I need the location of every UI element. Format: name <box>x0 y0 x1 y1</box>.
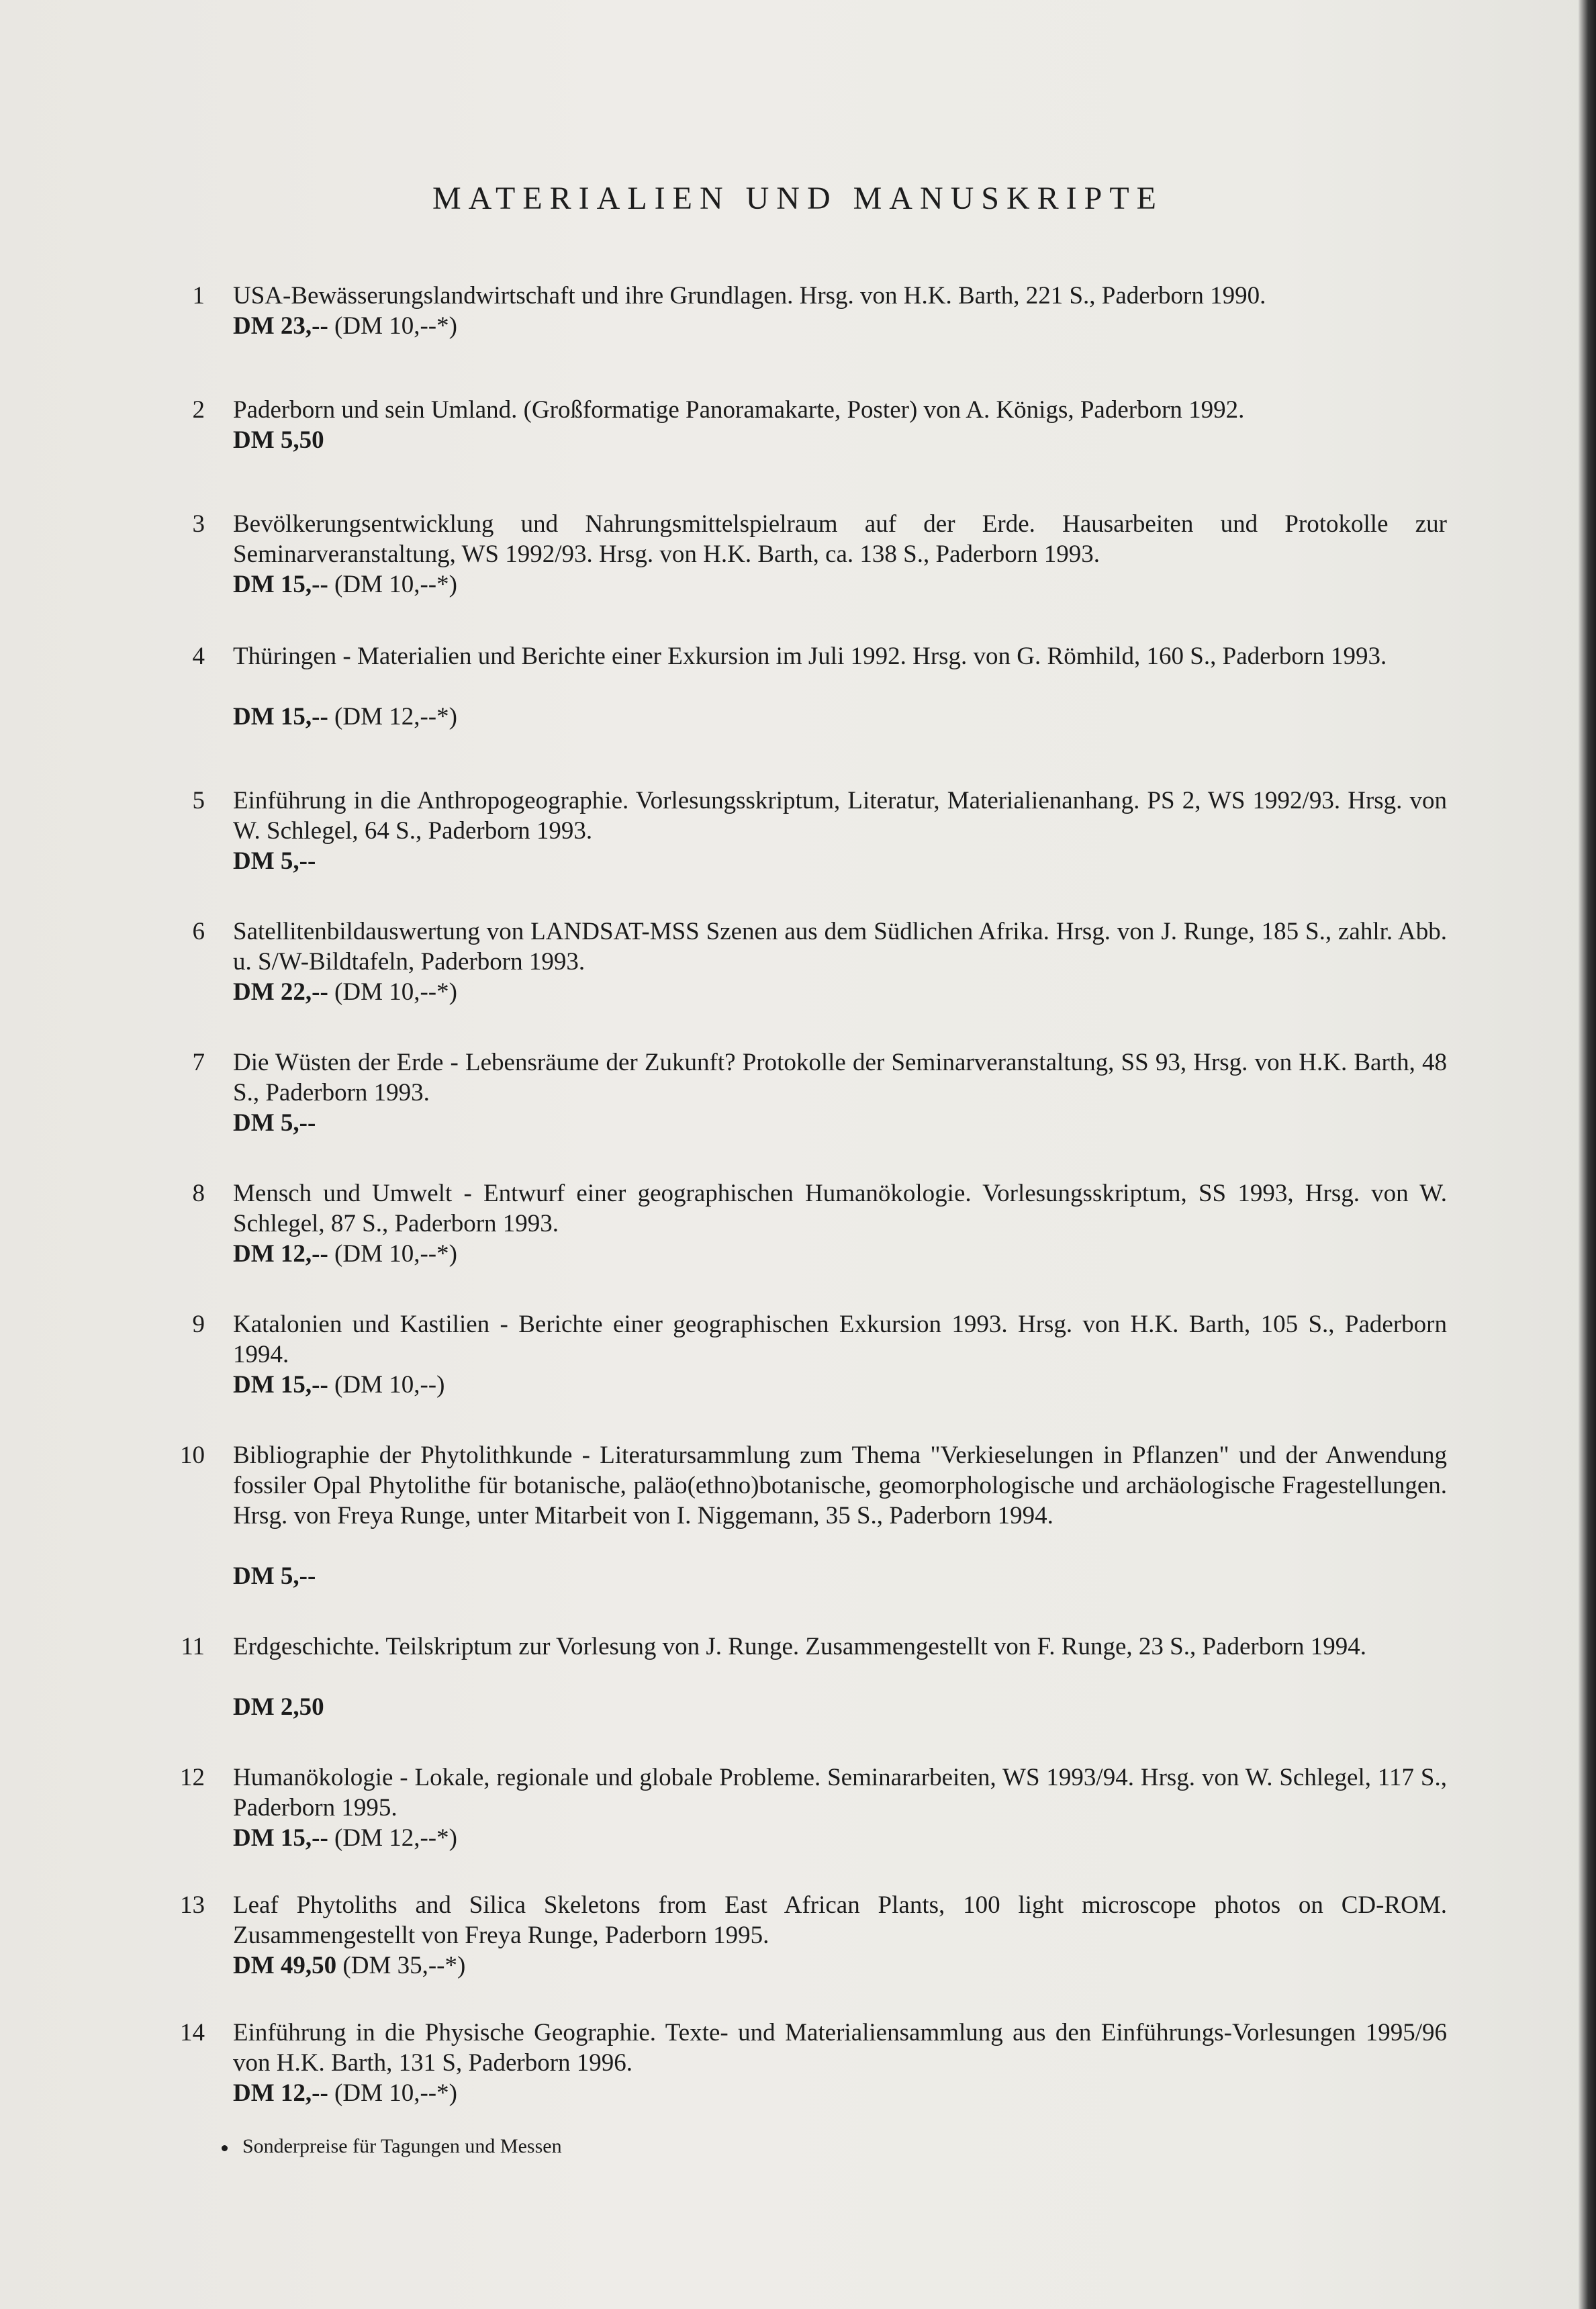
entry-discount: (DM 12,--*) <box>334 1824 457 1852</box>
price-line <box>233 425 324 455</box>
entry-discount: (DM 10,--*) <box>334 1240 457 1268</box>
entry-text: USA-Bewässerungslandwirtschaft und ihre Grundlagen. Hrsg. von H.K. Barth, 221 S., Paderborn 1990. <box>233 282 1266 310</box>
entry-text: Leaf Phytoliths and Silica Skeletons from East African Plants, 100 light microscope photos on CD-ROM. Zusammengestellt von Freya Runge, Paderborn 1995. <box>233 1891 1447 1949</box>
entry-discount: (DM 10,--) <box>334 1371 445 1399</box>
price-line <box>233 2078 457 2108</box>
entry-number: 11 <box>181 1633 205 1660</box>
entry-text: Satellitenbildauswertung von LANDSAT-MSS Szenen aus dem Südlichen Afrika. Hrsg. von J. Runge, 185 S., zahlr. Abb. u. S/W-Bildtafeln, Paderborn 1993. <box>233 918 1447 976</box>
entry-discount: (DM 12,--*) <box>334 703 457 731</box>
price-line <box>233 702 457 732</box>
price-line <box>233 1239 457 1269</box>
entry-discount: (DM 10,--*) <box>334 978 457 1006</box>
entry-number: 6 <box>192 918 205 945</box>
entry-text: Humanökologie - Lokale, regionale und globale Probleme. Seminararbeiten, WS 1993/94. Hrsg. von W. Schlegel, 117 S., Paderborn 1995. <box>233 1764 1447 1822</box>
entry-price: DM 23,-- <box>233 312 328 340</box>
entry-text: Erdgeschichte. Teilskriptum zur Vorlesung von J. Runge. Zusammengestellt von F. Runge, 23 S., Paderborn 1994. <box>233 1633 1367 1660</box>
entry-price: DM 5,-- <box>233 1109 316 1137</box>
entry-price: DM 15,-- <box>233 1824 328 1852</box>
price-line <box>233 1370 444 1400</box>
entry-number: 14 <box>180 2019 205 2046</box>
price-line <box>233 1108 316 1138</box>
entry-number: 8 <box>192 1180 205 1207</box>
entry-text: Bevölkerungsentwicklung und Nahrungsmittelspielraum auf der Erde. Hausarbeiten und Protokolle zur Seminarveranstaltung, WS 1992/93. Hrsg. von H.K. Barth, ca. 138 S., Paderborn 1993. <box>233 510 1447 568</box>
entry-price: DM 5,-- <box>233 1562 316 1590</box>
entry-text: Katalonien und Kastilien - Berichte einer geographischen Exkursion 1993. Hrsg. von H.K. Barth, 105 S., Paderborn 1994. <box>233 1311 1447 1368</box>
entry-number: 7 <box>192 1049 205 1076</box>
price-line <box>233 1950 465 1981</box>
price-line <box>233 977 457 1007</box>
price-line <box>233 311 457 341</box>
entry-price: DM 2,50 <box>233 1693 324 1721</box>
entry-discount: (DM 10,--*) <box>334 312 457 340</box>
entry-number: 12 <box>180 1764 205 1791</box>
price-line <box>233 1692 324 1722</box>
entry-text: Mensch und Umwelt - Entwurf einer geographischen Humanökologie. Vorlesungsskriptum, SS 1993, Hrsg. von W. Schlegel, 87 S., Paderborn 1993. <box>233 1180 1447 1237</box>
entry-text: Bibliographie der Phytolithkunde - Literatursammlung zum Thema "Verkieselungen in Pflanzen" und der Anwendung fossiler Opal Phytolithe für botanische, paläo(ethno)botanische, geomorphologische und archäologische Fragestellungen. Hrsg. von Freya Runge, unter Mitarbeit von I. Niggemann, 35 S., Paderborn 1994. <box>233 1442 1447 1529</box>
entry-price: DM 15,-- <box>233 703 328 731</box>
entry-price: DM 5,50 <box>233 426 324 454</box>
price-line <box>233 569 457 600</box>
entry-number: 4 <box>192 643 205 670</box>
footnote-text: Sonderpreise für Tagungen und Messen <box>242 2135 562 2157</box>
entry-number: 1 <box>192 282 205 310</box>
entry-text: Einführung in die Physische Geographie. Texte- und Materialiensammlung aus den Einführungs-Vorlesungen 1995/96 von H.K. Barth, 131 S, Paderborn 1996. <box>233 2019 1447 2077</box>
entry-price: DM 12,-- <box>233 2079 328 2107</box>
price-line <box>233 1823 457 1853</box>
entry-price: DM 15,-- <box>233 571 328 598</box>
price-line <box>233 846 316 876</box>
entry-text: Die Wüsten der Erde - Lebensräume der Zukunft? Protokolle der Seminarveranstaltung, SS 93, Hrsg. von H.K. Barth, 48 S., Paderborn 1993. <box>233 1049 1447 1106</box>
entry-discount: (DM 10,--*) <box>334 571 457 598</box>
entry-number: 9 <box>192 1311 205 1338</box>
entry-price: DM 5,-- <box>233 847 316 875</box>
entry-number: 5 <box>192 787 205 814</box>
footnote <box>222 2135 562 2158</box>
entry-text: Thüringen - Materialien und Berichte einer Exkursion im Juli 1992. Hrsg. von G. Römhild, 160 S., Paderborn 1993. <box>233 643 1387 670</box>
price-line <box>233 1561 316 1591</box>
entry-number: 3 <box>192 510 205 538</box>
entry-number: 10 <box>180 1442 205 1469</box>
entry-discount: (DM 10,--*) <box>334 2079 457 2107</box>
entry-number: 13 <box>180 1891 205 1919</box>
entry-number: 2 <box>192 396 205 424</box>
bullet-icon <box>222 2145 228 2151</box>
entry-price: DM 22,-- <box>233 978 328 1006</box>
entry-discount: (DM 35,--*) <box>342 1952 466 1979</box>
entry-text: Paderborn und sein Umland. (Großformatige Panoramakarte, Poster) von A. Königs, Paderborn 1992. <box>233 396 1245 424</box>
entry-text: Einführung in die Anthropogeographie. Vorlesungsskriptum, Literatur, Materialienanhang. PS 2, WS 1992/93. Hrsg. von W. Schlegel, 64 S., Paderborn 1993. <box>233 787 1447 845</box>
page-title: MATERIALIEN UND MANUSKRIPTE <box>432 181 1164 216</box>
entry-price: DM 15,-- <box>233 1371 328 1399</box>
entry-price: DM 12,-- <box>233 1240 328 1268</box>
entry-price: DM 49,50 <box>233 1952 337 1979</box>
